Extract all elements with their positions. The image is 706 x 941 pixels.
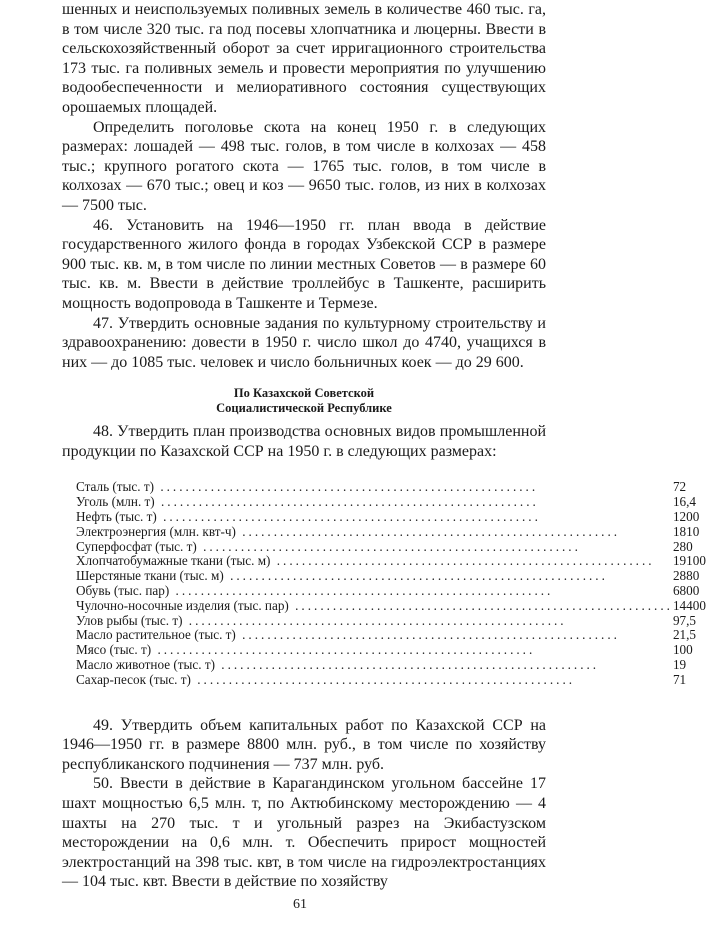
section-heading-line1: По Казахской Советской <box>233 386 375 401</box>
table-item-label: Электроэнергия (млн. квт-ч) <box>76 523 236 539</box>
dot-leader: ............................................................ <box>235 523 621 539</box>
table-item-label: Чулочно-носочные изделия (тыс. пар) <box>76 597 289 613</box>
table-value: 1810 <box>672 523 700 539</box>
paragraph-continuation: шенных и неиспользуемых поливных земель в количестве 460 тыс. га, в том числе 320 тыс. га под посевы хлопчатника и люцерны. Ввести в сельскохозяйственный оборот за счет ирригационного строительства 173 тыс. га поливных земель и провести мероприятия по улучшению водообеспеченности и мелиоративного состояния существующих орошаемых площадей. <box>62 1 546 116</box>
table-value: 71 <box>672 671 687 687</box>
dot-leader: ............................................................ <box>223 568 608 584</box>
dot-leader: ............................................................ <box>169 583 554 599</box>
table-row <box>76 525 706 540</box>
table-item-cell <box>76 569 673 584</box>
dot-leader: ............................................................ <box>190 671 576 687</box>
table-item-label: Шерстяные ткани (тыс. м) <box>76 568 224 584</box>
paragraph-46-housing: 46. Установить на 1946—1950 гг. план ввода в действие государственного жилого фонда в городах Узбекской ССР в размере 900 тыс. кв. м, в том числе по линии местных Советов — в размере 60 тыс. кв. м. Ввести в действие троллейбус в Ташкенте, расширить мощность водопровода в Ташкенте и Термезе. <box>62 216 546 312</box>
table-item-cell <box>76 658 673 673</box>
table-item-cell <box>76 643 673 658</box>
table-item-cell <box>76 495 673 510</box>
table-item-cell <box>76 628 673 643</box>
table-item-label: Сахар-песок (тыс. т) <box>76 671 191 687</box>
section-heading <box>62 386 546 415</box>
table-item-label: Нефть (тыс. т) <box>76 509 157 525</box>
table-item-cell <box>76 554 673 569</box>
table-item-label: Хлопчатобумажные ткани (тыс. м) <box>76 553 271 569</box>
table-item-label: Улов рыбы (тыс. т) <box>76 612 183 628</box>
table-item-label: Обувь (тыс. пар) <box>76 583 170 599</box>
table-row <box>76 584 706 599</box>
table-row <box>76 510 706 525</box>
paragraph-livestock: Определить поголовье скота на конец 1950 г. в следующих размерах: лошадей — 498 тыс. голов, в том числе в колхозах — 458 тыс.; крупного рогатого скота — 1765 тыс. голов, в том числе в колхозах — 670 тыс.; овец и коз — 9650 тыс. голов, из них в колхозах — 7500 тыс. <box>62 118 546 214</box>
table-value: 100 <box>672 642 693 658</box>
table-value: 16,4 <box>672 494 697 510</box>
table-item-label: Сталь (тыс. т) <box>76 479 155 495</box>
table-item-label: Уголь (млн. т) <box>76 494 155 510</box>
table-row <box>76 658 706 673</box>
table-value: 21,5 <box>672 627 697 643</box>
table-value: 72 <box>672 479 687 495</box>
table-row <box>76 495 706 510</box>
table-value: 1200 <box>672 509 700 525</box>
table-value: 2880 <box>672 568 700 584</box>
dot-leader: ............................................................ <box>288 597 673 613</box>
table-value: 19 <box>672 657 687 673</box>
table-item-label: Масло растительное (тыс. т) <box>76 627 236 643</box>
paragraph-50-coal: 50. Ввести в действие в Карагандинском угольном бассейне 17 шахт мощностью 6,5 млн. т, по Актюбинскому месторождению — 4 шахты на 270 тыс. т и угольный разрез на Экибастузском месторождении на 0,6 млн. т. Обеспечить прирост мощностей электростанций на 398 тыс. квт, в том числе на гидроэлектростанциях — 104 тыс. квт. Ввести в действие по хозяйству <box>62 775 546 891</box>
table-item-cell <box>76 673 673 688</box>
dot-leader: ............................................................ <box>196 538 581 554</box>
table-item-cell <box>76 510 673 525</box>
table-row <box>76 480 706 495</box>
table-item-label: Масло животное (тыс. т) <box>76 657 215 673</box>
table-row <box>76 569 706 584</box>
dot-leader: ............................................................ <box>151 642 536 658</box>
table-item-cell <box>76 480 673 495</box>
table-value: 14400 <box>672 597 706 613</box>
table-row <box>76 628 706 643</box>
paragraph-49-capital: 49. Утвердить объем капитальных работ по Казахской ССР на 1946—1950 гг. в размере 8800 млн. руб., в том числе по хозяйству республиканского подчинения — 737 млн. руб. <box>62 716 546 773</box>
table-item-label: Мясо (тыс. т) <box>76 642 152 658</box>
dot-leader: ............................................................ <box>154 479 539 495</box>
section-heading-line2: Социалистической Республике <box>216 400 392 415</box>
page-number: 61 <box>293 897 307 912</box>
table-row <box>76 554 706 569</box>
table-value: 6800 <box>672 583 700 599</box>
table-value: 280 <box>672 538 693 554</box>
table-item-cell <box>76 584 673 599</box>
table-row <box>76 643 706 658</box>
table-row <box>76 540 706 555</box>
dot-leader: ............................................................ <box>156 509 541 525</box>
dot-leader: ............................................................ <box>182 612 567 628</box>
dot-leader: ............................................................ <box>214 657 600 673</box>
dot-leader: ............................................................ <box>270 553 655 569</box>
table-value: 97,5 <box>672 612 697 628</box>
table-item-label: Суперфосфат (тыс. т) <box>76 538 197 554</box>
table-item-cell <box>76 540 673 555</box>
table-item-cell <box>76 614 673 629</box>
document-page <box>62 0 706 892</box>
paragraph-47-culture: 47. Утвердить основные задания по культурному строительству и здравоохранению: довести в 1950 г. число школ до 4740, учащихся в них — до 1085 тыс. человек и число больничных коек — до 29 600. <box>62 314 546 371</box>
table-row <box>76 614 706 629</box>
dot-leader: ............................................................ <box>154 494 539 510</box>
dot-leader: ............................................................ <box>235 627 620 643</box>
table-row <box>76 599 706 614</box>
table-item-cell <box>76 525 673 540</box>
paragraph-48-production: 48. Утвердить план производства основных видов промышленной продукции по Казахской ССР на 1950 г. в следующих размерах: <box>62 423 546 460</box>
production-table <box>76 480 706 687</box>
table-value: 19100 <box>672 553 706 569</box>
table-item-cell <box>76 599 673 614</box>
table-row <box>76 673 706 688</box>
